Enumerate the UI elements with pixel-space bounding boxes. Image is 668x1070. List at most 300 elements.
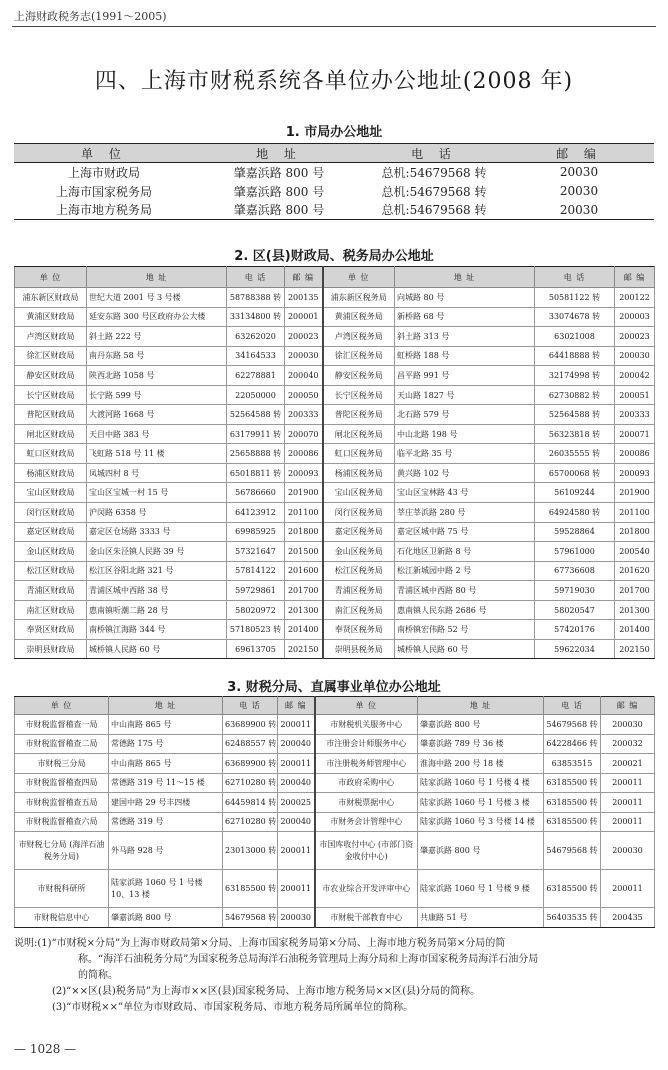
note-1-line-b: 称。“海洋石油税务分局”为国家税务总局海洋石油税务管理局上海分局和上海市国家税务局海洋石油分局 [78, 954, 539, 965]
cell-postcode-right: 200086 [615, 444, 655, 464]
cell-postcode-right: 200540 [615, 542, 655, 562]
col-header-phone: 电 话 [223, 697, 278, 715]
cell-postcode-right: 202150 [615, 639, 655, 659]
cell-unit-right: 市国库收付中心 (市部门资金收付中心) [315, 832, 418, 870]
cell-postcode: 200011 [278, 754, 315, 774]
cell-address: 宝山区宝城一村 15 号 [87, 483, 227, 503]
cell-postcode-right: 201300 [615, 600, 655, 620]
cell-address-right: 青浦区城中西路 80 号 [395, 581, 535, 601]
cell-postcode: 201500 [285, 542, 323, 562]
cell-phone: 63185500 转 [223, 870, 278, 908]
cell-address-right: 肇嘉浜路 789 号 36 楼 [418, 734, 544, 754]
table-row [15, 908, 655, 928]
cell-unit: 宝山区财政局 [15, 483, 87, 503]
cell-phone-right: 26035555 转 [535, 444, 615, 464]
cell-phone: 23013000 转 [223, 832, 278, 870]
cell-postcode-right: 201620 [615, 561, 655, 581]
cell-phone-right: 32174998 转 [535, 366, 615, 386]
table-row [15, 600, 655, 620]
cell-address-right: 虹桥路 188 号 [395, 346, 535, 366]
page-number: — 1028 — [14, 1042, 77, 1056]
cell-phone: 57814122 [227, 561, 285, 581]
cell-postcode: 200023 [285, 327, 323, 347]
cell-phone: 62278881 [227, 366, 285, 386]
col-header-phone: 电 话 [364, 144, 504, 163]
table-row [15, 385, 655, 405]
cell-postcode: 200030 [278, 908, 315, 928]
notes-label: 说明: [14, 938, 38, 949]
cell-postcode: 200030 [285, 346, 323, 366]
table-row [15, 522, 655, 542]
cell-postcode: 200040 [278, 734, 315, 754]
table-header-row [14, 144, 654, 163]
cell-unit: 青浦区财政局 [15, 581, 87, 601]
cell-unit: 市财税七分局 (海洋石油税务分局) [15, 832, 109, 870]
cell-address: 肇嘉浜路 800 号 [233, 165, 325, 180]
cell-phone: 59729861 [227, 581, 285, 601]
cell-unit: 金山区财政局 [15, 542, 87, 562]
cell-unit-right: 市财税干部教育中心 [315, 908, 418, 928]
cell-postcode-right: 200011 [601, 793, 655, 813]
cell-address: 凤城四村 8 号 [87, 463, 227, 483]
cell-address: 大渡河路 1668 号 [87, 405, 227, 425]
running-header: 上海财政税务志(1991～2005) [14, 10, 167, 23]
cell-phone: 63689900 转 [223, 754, 278, 774]
cell-phone: 25658888 转 [227, 444, 285, 464]
col-header-postcode: 邮 编 [285, 267, 323, 288]
cell-address: 沪闵路 6358 号 [87, 503, 227, 523]
cell-phone: 总机:54679568 转 [364, 201, 504, 220]
cell-address: 肇嘉浜路 800 号 [109, 908, 223, 928]
cell-phone-right: 63185500 转 [544, 793, 601, 813]
table-row [15, 620, 655, 640]
cell-postcode: 201700 [285, 581, 323, 601]
cell-postcode: 200040 [285, 366, 323, 386]
cell-postcode-right: 200011 [601, 870, 655, 908]
col-header-address: 地 址 [194, 144, 364, 163]
cell-phone: 33134800 转 [227, 307, 285, 327]
col-header-phone-right: 电 话 [544, 697, 601, 715]
note-2: (2)“××区(县)税务局”为上海市××区(县)国家税务局、上海市地方税务局××区(县)分局的简称。 [52, 986, 481, 997]
cell-postcode-right: 200021 [601, 754, 655, 774]
cell-address: 陕西北路 1058 号 [87, 366, 227, 386]
table-row [14, 201, 654, 220]
cell-unit: 普陀区财政局 [15, 405, 87, 425]
col-header-postcode: 邮 编 [278, 697, 315, 715]
table-row [15, 327, 655, 347]
cell-unit: 卢湾区财政局 [15, 327, 87, 347]
district-bureau-table [14, 266, 655, 659]
cell-phone: 63262020 [227, 327, 285, 347]
cell-address: 肇嘉浜路 800 号 [233, 184, 325, 199]
cell-postcode-right: 200011 [601, 812, 655, 832]
cell-address-right: 石化地区卫新路 8 号 [395, 542, 535, 562]
cell-unit-right: 奉贤区税务局 [323, 620, 395, 640]
cell-postcode: 200040 [278, 773, 315, 793]
cell-phone-right: 63185500 转 [544, 812, 601, 832]
cell-address-right: 陆家浜路 1060 号 3 号楼 14 楼 [418, 812, 544, 832]
cell-phone-right: 64418888 转 [535, 346, 615, 366]
cell-phone-right: 64228466 转 [544, 734, 601, 754]
col-header-address-right: 地 址 [418, 697, 544, 715]
cell-address: 城桥镇人民路 60 号 [87, 639, 227, 659]
cell-address: 世纪大道 2001 号 3 号楼 [87, 288, 227, 308]
cell-phone: 57321647 [227, 542, 285, 562]
cell-address: 斜土路 222 号 [87, 327, 227, 347]
cell-phone-right: 63021008 [535, 327, 615, 347]
cell-phone: 62710280 转 [223, 773, 278, 793]
note-3: (3)“市财税××”单位为市财政局、市国家税务局、市地方税务局所属单位的简称。 [52, 1002, 414, 1013]
table-row [14, 182, 654, 201]
cell-unit-right: 卢湾区税务局 [323, 327, 395, 347]
cell-phone: 62710280 转 [223, 812, 278, 832]
cell-address: 延安东路 300 号区政府办公大楼 [87, 307, 227, 327]
table-row [15, 754, 655, 774]
cell-unit: 市财税三分局 [15, 754, 109, 774]
cell-address: 建国中路 29 号丰四楼 [109, 793, 223, 813]
cell-phone-right: 57961000 [535, 542, 615, 562]
cell-unit: 市财税信息中心 [15, 908, 109, 928]
cell-address-right: 斜土路 313 号 [395, 327, 535, 347]
cell-unit: 上海市地方税务局 [14, 201, 194, 220]
cell-phone: 总机:54679568 转 [381, 184, 487, 199]
cell-address-right: 昌平路 991 号 [395, 366, 535, 386]
table-row [15, 542, 655, 562]
cell-unit: 长宁区财政局 [15, 385, 87, 405]
cell-postcode: 200070 [285, 424, 323, 444]
cell-address: 肇嘉浜路 800 号 [194, 201, 364, 220]
cell-phone: 58020972 [227, 600, 285, 620]
col-header-phone-right: 电 话 [535, 267, 615, 288]
table-row [15, 307, 655, 327]
cell-address-right: 共康路 51 号 [418, 908, 544, 928]
cell-address: 常德路 319 号 [109, 812, 223, 832]
cell-address: 金山区朱泾镇人民路 39 号 [87, 542, 227, 562]
cell-phone-right: 59622034 [535, 639, 615, 659]
cell-address-right: 松江新城园中路 2 号 [395, 561, 535, 581]
cell-postcode: 200086 [285, 444, 323, 464]
cell-address-right: 临平北路 35 号 [395, 444, 535, 464]
cell-unit-right: 闸北区税务局 [323, 424, 395, 444]
cell-address-right: 南桥镇宏伟路 52 号 [395, 620, 535, 640]
table-row [15, 870, 655, 908]
table-row [14, 163, 654, 182]
cell-address: 外马路 928 号 [109, 832, 223, 870]
cell-unit: 上海市国家税务局 [55, 184, 152, 199]
cell-address-right: 黄兴路 102 号 [395, 463, 535, 483]
cell-address: 中山南路 865 号 [109, 715, 223, 735]
cell-unit-right: 南汇区税务局 [323, 600, 395, 620]
cell-postcode: 201600 [285, 561, 323, 581]
cell-unit: 市财税监督稽查六局 [15, 812, 109, 832]
cell-unit: 南汇区财政局 [15, 600, 87, 620]
cell-address-right: 惠南镇人民东路 2686 号 [395, 600, 535, 620]
cell-phone-right: 33074678 转 [535, 307, 615, 327]
table-row [15, 424, 655, 444]
cell-address: 松江区谷阳北路 321 号 [87, 561, 227, 581]
branch-institution-table [14, 696, 655, 928]
cell-postcode-right: 200333 [615, 405, 655, 425]
cell-phone-right: 50581122 转 [535, 288, 615, 308]
cell-postcode-right: 200023 [615, 327, 655, 347]
table-row [15, 581, 655, 601]
table-row [15, 561, 655, 581]
cell-address: 嘉定区仓场路 3333 号 [87, 522, 227, 542]
cell-postcode-right: 200071 [615, 424, 655, 444]
cell-unit-right: 徐汇区税务局 [323, 346, 395, 366]
cell-phone: 64459814 转 [223, 793, 278, 813]
note-1-text-a: (1)“市财税×分局”为上海市财政局第×分局、上海市国家税务局第×分局、上海市地方税务局第×分局的简 [37, 938, 506, 949]
cell-unit-right: 市农业综合开发评审中心 [315, 870, 418, 908]
cell-phone-right: 57420176 [535, 620, 615, 640]
cell-postcode: 201400 [285, 620, 323, 640]
col-header-postcode: 邮 编 [504, 144, 654, 163]
table-row [15, 773, 655, 793]
cell-address: 常德路 319 号 11～15 楼 [109, 773, 223, 793]
cell-unit: 市财税监督稽查五局 [15, 793, 109, 813]
cell-postcode-right: 200093 [615, 463, 655, 483]
table-row [15, 503, 655, 523]
cell-unit-right: 崇明县税务局 [323, 639, 395, 659]
cell-postcode-right: 201400 [615, 620, 655, 640]
cell-address-right: 陆家浜路 1060 号 1 号楼 4 楼 [418, 773, 544, 793]
col-header-unit-right: 单 位 [323, 267, 395, 288]
cell-address-right: 淮海中路 200 号 18 楼 [418, 754, 544, 774]
cell-postcode-right: 200003 [615, 307, 655, 327]
cell-address-right: 天山路 1827 号 [395, 385, 535, 405]
note-1-line-a [14, 936, 654, 952]
cell-phone-right: 63185500 转 [544, 773, 601, 793]
table-row [15, 832, 655, 870]
cell-postcode-right: 200042 [615, 366, 655, 386]
cell-postcode: 20030 [559, 165, 599, 180]
cell-unit: 市财税监督稽查二局 [15, 734, 109, 754]
cell-unit: 奉贤区财政局 [15, 620, 87, 640]
cell-postcode: 200025 [278, 793, 315, 813]
cell-phone-right: 59528864 [535, 522, 615, 542]
cell-postcode: 200011 [278, 832, 315, 870]
cell-postcode-right: 201700 [615, 581, 655, 601]
cell-postcode-right: 200122 [615, 288, 655, 308]
cell-unit-right: 松江区税务局 [323, 561, 395, 581]
table-row [15, 483, 655, 503]
table-header-row [15, 267, 655, 288]
cell-phone-right: 56403535 转 [544, 908, 601, 928]
cell-phone: 64123912 [227, 503, 285, 523]
cell-unit: 市财税科研所 [15, 870, 109, 908]
table-row [15, 463, 655, 483]
col-header-unit: 单 位 [14, 144, 194, 163]
cell-postcode-right: 200011 [601, 773, 655, 793]
cell-postcode: 201100 [285, 503, 323, 523]
cell-phone-right: 59719030 [535, 581, 615, 601]
cell-unit-right: 市财务会计管理中心 [315, 812, 418, 832]
cell-phone: 69985925 [227, 522, 285, 542]
cell-unit: 黄浦区财政局 [15, 307, 87, 327]
cell-address-right: 嘉定区城中路 75 号 [395, 522, 535, 542]
cell-address-right: 肇嘉浜路 800 号 [418, 832, 544, 870]
table-row [15, 734, 655, 754]
cell-address-right: 陆家浜路 1060 号 1 号楼 9 楼 [418, 870, 544, 908]
cell-address-right: 宝山区宝林路 43 号 [395, 483, 535, 503]
cell-address-right: 陆家浜路 1060 号 1 号楼 3 楼 [418, 793, 544, 813]
col-header-phone: 电 话 [227, 267, 285, 288]
col-header-unit: 单 位 [15, 267, 87, 288]
cell-phone-right: 56323818 转 [535, 424, 615, 444]
cell-address: 南丹东路 58 号 [87, 346, 227, 366]
cell-unit: 杨浦区财政局 [15, 463, 87, 483]
cell-phone-right: 62730882 转 [535, 385, 615, 405]
cell-phone-right: 52564588 转 [535, 405, 615, 425]
cell-phone: 总机:54679568 转 [381, 165, 487, 180]
cell-postcode: 200040 [278, 812, 315, 832]
page-title: 四、上海市财税系统各单位办公地址(2008 年) [94, 69, 574, 94]
section2-heading: 2. 区(县)财政局、税务局办公地址 [234, 249, 434, 264]
cell-address: 青浦区城中西路 38 号 [87, 581, 227, 601]
cell-postcode-right: 200030 [601, 715, 655, 735]
cell-phone: 63179911 转 [227, 424, 285, 444]
cell-address: 常德路 175 号 [109, 734, 223, 754]
cell-postcode: 20030 [504, 201, 654, 220]
cell-postcode-right: 201100 [615, 503, 655, 523]
col-header-unit-right: 单 位 [315, 697, 418, 715]
cell-unit-right: 静安区税务局 [323, 366, 395, 386]
col-header-address: 地 址 [109, 697, 223, 715]
cell-address-right: 中山北路 198 号 [395, 424, 535, 444]
cell-postcode-right: 200051 [615, 385, 655, 405]
cell-postcode: 200011 [278, 715, 315, 735]
cell-unit-right: 市政府采购中心 [315, 773, 418, 793]
cell-phone-right: 63185500 转 [544, 870, 601, 908]
table-row [15, 405, 655, 425]
section1-heading: 1. 市局办公地址 [285, 125, 383, 140]
cell-phone: 69613705 [227, 639, 285, 659]
table-row [15, 444, 655, 464]
cell-phone-right: 64924580 转 [535, 503, 615, 523]
cell-unit: 虹口区财政局 [15, 444, 87, 464]
cell-unit-right: 宝山区税务局 [323, 483, 395, 503]
cell-unit-right: 青浦区税务局 [323, 581, 395, 601]
cell-phone: 65018811 转 [227, 463, 285, 483]
cell-unit: 上海市财政局 [67, 165, 140, 180]
cell-unit: 市财税监督稽查一局 [15, 715, 109, 735]
cell-phone: 57180523 转 [227, 620, 285, 640]
cell-phone: 62488557 转 [223, 734, 278, 754]
cell-unit: 浦东新区财政局 [15, 288, 87, 308]
cell-phone-right: 65700068 转 [535, 463, 615, 483]
cell-address: 南桥镇江海路 344 号 [87, 620, 227, 640]
cell-postcode: 200001 [285, 307, 323, 327]
col-header-unit: 单 位 [15, 697, 109, 715]
cell-unit-right: 市财税机关服务中心 [315, 715, 418, 735]
cell-postcode: 201300 [285, 600, 323, 620]
cell-phone-right: 56109244 [535, 483, 615, 503]
cell-unit: 崇明县财政局 [15, 639, 87, 659]
cell-phone: 52564588 转 [227, 405, 285, 425]
cell-postcode-right: 200032 [601, 734, 655, 754]
cell-phone: 22050000 [227, 385, 285, 405]
cell-address: 陆家浜路 1060 号 1 号楼 10、13 楼 [109, 870, 223, 908]
table-header-row [15, 697, 655, 715]
cell-unit-right: 黄浦区税务局 [323, 307, 395, 327]
table-row [15, 639, 655, 659]
note-1-line-c: 的简称。 [78, 970, 118, 981]
cell-phone-right: 63853515 [544, 754, 601, 774]
cell-address: 长宁路 599 号 [87, 385, 227, 405]
cell-phone-right: 67736608 [535, 561, 615, 581]
cell-unit-right: 杨浦区税务局 [323, 463, 395, 483]
cell-phone: 54679568 转 [223, 908, 278, 928]
table-row [15, 812, 655, 832]
table-row [15, 366, 655, 386]
cell-phone: 34164533 [227, 346, 285, 366]
header-rule [12, 26, 656, 27]
col-header-postcode-right: 邮 编 [615, 267, 655, 288]
cell-address: 惠南镇听潮二路 28 号 [87, 600, 227, 620]
cell-unit-right: 普陀区税务局 [323, 405, 395, 425]
cell-unit-right: 市注册税务师管理中心 [315, 754, 418, 774]
cell-unit: 徐汇区财政局 [15, 346, 87, 366]
cell-phone: 56786660 [227, 483, 285, 503]
cell-postcode: 202150 [285, 639, 323, 659]
table-row [15, 346, 655, 366]
col-header-address: 地 址 [87, 267, 227, 288]
cell-address: 天目中路 383 号 [87, 424, 227, 444]
table-row [15, 793, 655, 813]
cell-unit-right: 市注册会计师服务中心 [315, 734, 418, 754]
cell-postcode: 200333 [285, 405, 323, 425]
cell-postcode: 20030 [559, 184, 599, 198]
table-row [15, 288, 655, 308]
cell-address-right: 肇嘉浜路 800 号 [418, 715, 544, 735]
table-row [15, 715, 655, 735]
cell-postcode-right: 201800 [615, 522, 655, 542]
cell-unit: 闵行区财政局 [15, 503, 87, 523]
cell-phone: 63689900 转 [223, 715, 278, 735]
cell-phone-right: 58020547 [535, 600, 615, 620]
cell-unit: 嘉定区财政局 [15, 522, 87, 542]
cell-unit: 闸北区财政局 [15, 424, 87, 444]
cell-address-right: 向城路 80 号 [395, 288, 535, 308]
col-header-address-right: 地 址 [395, 267, 535, 288]
cell-postcode-right: 200435 [601, 908, 655, 928]
cell-unit: 静安区财政局 [15, 366, 87, 386]
cell-address: 中山南路 865 号 [109, 754, 223, 774]
cell-unit-right: 长宁区税务局 [323, 385, 395, 405]
cell-address-right: 北石路 579 号 [395, 405, 535, 425]
cell-unit-right: 虹口区税务局 [323, 444, 395, 464]
cell-unit-right: 嘉定区税务局 [323, 522, 395, 542]
col-header-postcode-right: 邮 编 [601, 697, 655, 715]
cell-unit: 市财税监督稽查四局 [15, 773, 109, 793]
cell-address-right: 莘庄莘浜路 280 号 [395, 503, 535, 523]
cell-postcode-right: 200030 [601, 832, 655, 870]
cell-phone: 58788388 转 [227, 288, 285, 308]
cell-address-right: 新桥路 68 号 [395, 307, 535, 327]
cell-postcode: 201800 [285, 522, 323, 542]
city-bureau-table [14, 143, 654, 220]
cell-postcode: 201900 [285, 483, 323, 503]
cell-unit: 松江区财政局 [15, 561, 87, 581]
cell-unit-right: 金山区税务局 [323, 542, 395, 562]
section3-heading: 3. 财税分局、直属事业单位办公地址 [227, 680, 441, 695]
cell-postcode: 200050 [285, 385, 323, 405]
notes-block [14, 936, 654, 1016]
cell-address-right: 城桥镇人民路 60 号 [395, 639, 535, 659]
cell-phone-right: 54679568 转 [544, 832, 601, 870]
cell-postcode: 200011 [278, 870, 315, 908]
cell-postcode: 200093 [285, 463, 323, 483]
